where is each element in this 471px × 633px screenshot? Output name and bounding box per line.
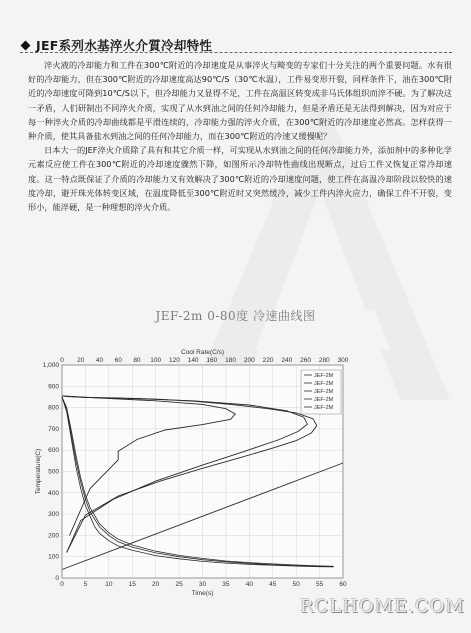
x2-tick-label: 100	[150, 357, 162, 364]
x2-tick-label: 240	[281, 357, 293, 364]
y-tick-label: 0	[55, 575, 59, 582]
y-tick-label: 300	[48, 511, 59, 519]
x-tick-label: 35	[222, 581, 230, 588]
section-title: JEF系列水基淬火介質冷却特性	[36, 38, 213, 53]
x-tick-label: 5	[83, 581, 88, 588]
legend-entry: JEF-2M	[314, 397, 334, 403]
x2-axis-label: Cool Rate(C/s)	[181, 349, 224, 356]
x-tick-label: 30	[198, 581, 207, 588]
x-tick-label: 15	[128, 581, 136, 588]
x-tick-label: 25	[175, 581, 183, 588]
x2-tick-label: 180	[225, 357, 237, 364]
x-tick-label: 20	[152, 581, 160, 588]
paragraph-1: 淬火液的冷却能力和工件在300℃附近的冷却速度是从事淬火与畸变的专家们十分关注的两个重要问题。水有很好的冷却能力，但在300℃附近的冷却速度高达90℃/S（30℃水温），工件易变形开裂，同样条件下，油在300℃附近的冷却速度可降到10℃/S以下，但冷却能力又显得不足，工件在高温区转变成非马氏体组织而淬不硬。为了解决这一矛盾，人们研制出不同淬火介质，实现了从水到油之间的任何冷却能力，但是矛盾还是无法得到解决，因为对应于每一种淬火介质的冷却曲线都是平滑连续的，冷却能力强的淬火介质，在300℃附近的冷却速度必然高。怎样获得一种介质，使其具备盐水到油之间的任何冷却能力，而在300℃附近的冷速又缓慢呢？	[28, 60, 452, 142]
chart-title: JEF-2m 0-80度 冷速曲线图	[155, 309, 316, 323]
legend-entry: JEF-2M	[314, 381, 334, 387]
legend-entry: JEF-2M	[314, 373, 334, 379]
y-tick-label: 800	[48, 404, 59, 412]
y-tick-label: 700	[48, 425, 59, 433]
x2-tick-label: 160	[206, 357, 218, 364]
y-axis-label: Temperature(C)	[35, 448, 42, 495]
x-tick-label: 45	[269, 581, 277, 588]
x2-tick-label: 260	[300, 357, 311, 364]
site-watermark: RCLHOME.COM	[300, 596, 465, 617]
y-tick-label: 100	[48, 553, 59, 561]
legend-entry: JEF-2M	[314, 405, 334, 411]
x-tick-label: 0	[60, 581, 64, 588]
x-tick-label: 60	[339, 581, 347, 588]
legend-entry: JEF-2M	[314, 389, 334, 395]
x-tick-label: 50	[292, 581, 300, 588]
y-tick-label: 900	[48, 383, 59, 391]
y-tick-label: 200	[48, 532, 59, 540]
x2-tick-label: 140	[187, 357, 199, 364]
y-tick-label: 600	[48, 447, 59, 455]
x-tick-label: 10	[105, 581, 113, 588]
x2-tick-label: 200	[243, 357, 255, 364]
x-axis-label: Time(s)	[191, 590, 214, 597]
x2-tick-label: 0	[60, 357, 64, 364]
x2-tick-label: 40	[95, 357, 104, 364]
x2-tick-label: 280	[318, 357, 330, 364]
x2-tick-label: 60	[114, 357, 122, 364]
y-tick-label: 400	[48, 489, 59, 497]
y-tick-label: 500	[48, 468, 59, 476]
x2-tick-label: 120	[168, 357, 180, 364]
x2-tick-label: 20	[77, 357, 85, 364]
y-tick-label: 1,000	[42, 362, 59, 369]
x2-tick-label: 80	[133, 357, 141, 364]
paragraph-2: 日本大一的JEF淬火介质除了具有和其它介质一样，可实现从水到油之间的任何冷却能力外，添加剂中的多种化学元素反应使工件在300℃附近的冷却速度骤然下降，如图所示冷却特性曲线出现断点，过后工件又恢复正常冷却速度。这一特点既保证了介质的冷却能力又有效解决了300℃附近的冷却速度问题，使工件在高温冷却阶段以较快的速度冷却，避开珠光体转变区域，在温度降低至300℃附近时又突然缓冷，减少工件内淬火应力，确保工件不开裂，变形小，能淬硬，是一种理想的淬火介质。	[28, 145, 452, 213]
x2-tick-label: 220	[262, 357, 274, 364]
x-tick-label: 55	[315, 581, 324, 588]
x2-tick-label: 300	[337, 357, 349, 364]
x-tick-label: 40	[245, 581, 253, 588]
